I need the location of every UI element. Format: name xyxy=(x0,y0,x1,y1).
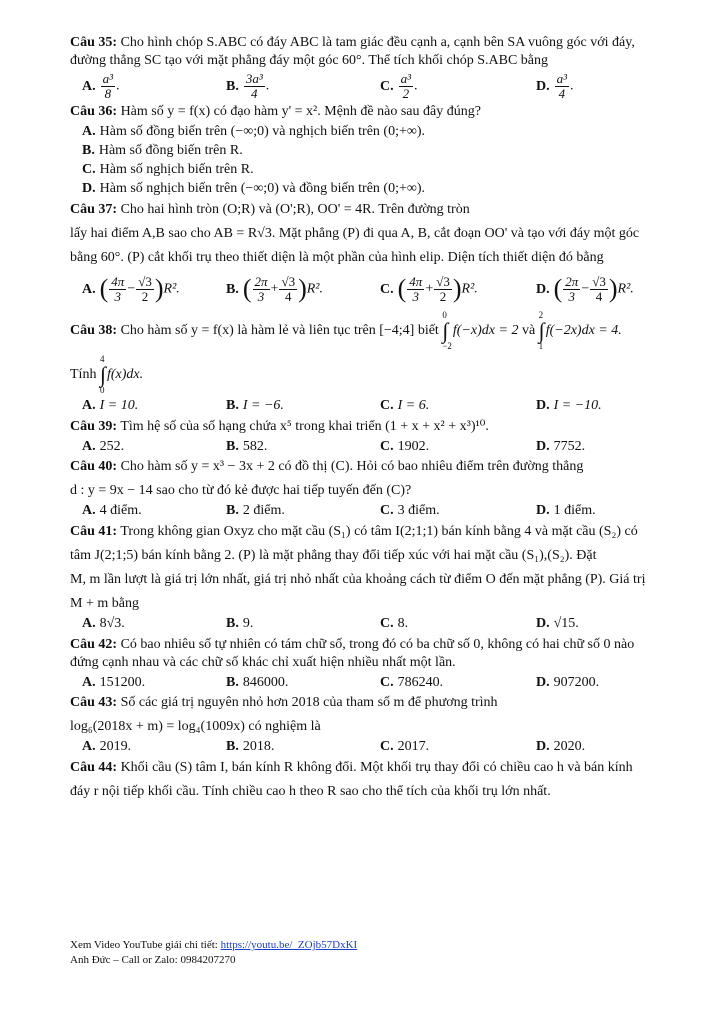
option-a[interactable]: A. Hàm số đồng biến trên (−∞;0) và nghịch biến trên (0;+∞). xyxy=(82,123,426,139)
question-number: Câu 42: xyxy=(70,636,118,652)
question-text: Có bao nhiêu số tự nhiên có tám chữ số, trong đó có ba chữ số 0, không có hai chữ số 0 nào xyxy=(120,636,635,652)
answer-options xyxy=(82,438,690,456)
question-text: M, m lần lượt là giá trị lớn nhất, giá trị nhỏ nhất của khoảng cách từ điểm O đến mặt phẳng (P). Giá trị xyxy=(70,571,646,587)
option-a[interactable]: A. 252. xyxy=(82,438,125,454)
option-c[interactable]: C. I = 6. xyxy=(380,398,430,414)
option-d[interactable]: D. 7752. xyxy=(536,438,586,454)
integral-sign: ∫ xyxy=(442,318,449,344)
answer-options xyxy=(82,674,690,692)
question-35 xyxy=(70,34,690,101)
youtube-link[interactable]: https://youtu.be/_ZOjb57DxKI xyxy=(220,939,358,951)
option-a[interactable]: A. ( $\frac{4\pi}{3}$ − $\frac{√3}{2}$ )R². xyxy=(82,274,180,304)
question-text: bằng 60°. (P) cắt khối trụ theo thiết diện là một phần của hình elip. Diện tích thiết diện đó bằng xyxy=(70,249,604,265)
question-41 xyxy=(70,523,690,634)
question-number: Câu 44: xyxy=(70,759,118,775)
question-42 xyxy=(70,636,690,693)
option-b[interactable]: B. 2 điểm. xyxy=(226,503,285,519)
integral-sign: ∫ xyxy=(99,362,106,388)
option-a[interactable]: A. 8√3. xyxy=(82,616,125,632)
option-b[interactable]: B. ( $\frac{2\pi}{3}$ + $\frac{√3}{4}$ )R². xyxy=(226,274,323,304)
question-number: Câu 36: xyxy=(70,103,118,119)
question-44 xyxy=(70,759,690,801)
option-d[interactable]: D. 1 điểm. xyxy=(536,503,596,519)
question-text: log₆(2018x + m) = log₄(1009x) có nghiệm là xyxy=(70,719,321,735)
option-b[interactable]: B. 582. xyxy=(226,438,268,454)
exam-page xyxy=(70,34,690,801)
option-a[interactable]: A. I = 10. xyxy=(82,398,139,414)
option-d[interactable]: D. √15. xyxy=(536,616,579,632)
option-b[interactable]: B. I = −6. xyxy=(226,398,284,414)
footer-video-label: Xem Video YouTube giải chi tiết: xyxy=(70,939,221,951)
question-text: Cho hai hình tròn (O;R) và (O';R), OO' = 4R. Trên đường tròn xyxy=(120,201,470,217)
question-36 xyxy=(70,103,690,199)
question-text: lấy hai điểm A,B sao cho AB = R√3. Mặt phẳng (P) đi qua A, B, cắt đoạn OO' và tạo với đáy một góc xyxy=(70,225,640,241)
option-b[interactable]: B. $\frac{\text{3a³}}{4}$ . xyxy=(226,71,270,102)
question-38: Câu 38: Cho hàm số y = f(x) là hàm lẻ và liên tục trên [−4;4] biết 0 ∫ −2 f(−x)dx = 2 và 2 ∫ 1 f(−2x)dx = 4. Tính 4 ∫ 0 f(x)dx. A. I = 10. B. I = −6. C. I = 6. D. I = −10. xyxy=(70,311,690,415)
question-text: Cho hàm số y = f(x) là hàm lẻ và liên tục trên [−4;4] biết xyxy=(120,323,439,339)
answer-options xyxy=(82,397,690,415)
answer-options xyxy=(82,738,690,756)
answer-options xyxy=(82,123,690,199)
answer-options xyxy=(82,72,690,100)
question-text: d : y = 9x − 14 sao cho từ đó kẻ được hai tiếp tuyến đến (C)? xyxy=(70,483,412,499)
option-c[interactable]: C. Hàm số nghịch biến trên R. xyxy=(82,162,254,178)
option-d[interactable]: D. ( $\frac{2\pi}{3}$ − $\frac{√3}{4}$ )R². xyxy=(536,274,634,304)
question-text: Hàm số y = f(x) có đạo hàm y' = x². Mệnh đề nào sau đây đúng? xyxy=(120,103,481,119)
question-number: Câu 40: xyxy=(70,459,118,474)
question-number: Câu 43: xyxy=(70,695,118,711)
question-39 xyxy=(70,418,690,456)
option-a[interactable]: A. 4 điểm. xyxy=(82,503,142,519)
question-number: Câu 35: xyxy=(70,35,118,50)
answer-options xyxy=(82,615,690,633)
question-text: Cho hình chóp S.ABC có đáy ABC là tam giác đều cạnh a, cạnh bên SA vuông góc với đáy, xyxy=(120,35,635,50)
option-b[interactable]: B. Hàm số đồng biến trên R. xyxy=(82,143,243,159)
option-c[interactable]: C. $\frac{\text{a³}}{2}$ . xyxy=(380,71,418,102)
footer-contact: Anh Đức – Call or Zalo: 0984207270 xyxy=(70,953,236,966)
option-c[interactable]: C. 1902. xyxy=(380,438,430,454)
question-text: M + m bằng xyxy=(70,596,139,612)
question-text: Trong không gian Oxyz cho mặt cầu (S₁) có tâm I(2;1;1) bán kính bằng 4 và mặt cầu (S₂) có xyxy=(120,523,638,539)
question-text: đứng cạnh nhau và các chữ số khác chỉ xuất hiện nhiều nhất một lần. xyxy=(70,654,456,670)
answer-options xyxy=(82,502,690,520)
answer-options xyxy=(82,275,690,303)
question-number: Câu 38: xyxy=(70,323,118,339)
question-text: Số các giá trị nguyên nhỏ hơn 2018 của tham số m để phương trình xyxy=(120,695,498,711)
option-c[interactable]: C. ( $\frac{4\pi}{3}$ + $\frac{√3}{2}$ )R². xyxy=(380,274,478,304)
page-footer xyxy=(70,938,357,968)
option-d[interactable]: D. 2020. xyxy=(536,739,586,755)
integral-sign: ∫ xyxy=(538,318,545,344)
option-a[interactable]: A. 2019. xyxy=(82,739,132,755)
question-37 xyxy=(70,201,690,304)
option-b[interactable]: B. 2018. xyxy=(226,739,275,755)
question-text: Khối cầu (S) tâm I, bán kính R không đổi. Một khối trụ thay đổi có chiều cao h và bán kính xyxy=(120,759,633,775)
question-number: Câu 37: xyxy=(70,201,118,217)
question-text: Tìm hệ số của số hạng chứa x⁵ trong khai triển (1 + x + x² + x³)¹⁰. xyxy=(120,418,489,434)
question-text: đường thẳng SC tạo với mặt phẳng đáy một góc 60°. Thể tích khối chóp S.ABC bằng xyxy=(70,53,549,69)
question-text: đáy r nội tiếp khối cầu. Tính chiều cao h theo R sao cho thể tích của khối trụ lớn nhất. xyxy=(70,783,551,799)
question-number: Câu 39: xyxy=(70,418,118,434)
question-text: Cho hàm số y = x³ − 3x + 2 có đồ thị (C). Hỏi có bao nhiêu điểm trên đường thẳng xyxy=(120,459,584,474)
question-40 xyxy=(70,458,690,521)
option-b[interactable]: B. 846000. xyxy=(226,674,289,690)
option-d[interactable]: D. I = −10. xyxy=(536,398,602,414)
option-d[interactable]: D. 907200. xyxy=(536,674,600,690)
question-text: tâm J(2;1;5) bán kính bằng 2. (P) là mặt phẳng thay đổi tiếp xúc với hai mặt cầu (S₁),(S₂). Đặt xyxy=(70,547,597,563)
option-a[interactable]: A. 151200. xyxy=(82,674,146,690)
option-d[interactable]: D. $\frac{\text{a³}}{4}$ . xyxy=(536,71,574,102)
option-c[interactable]: C. 8. xyxy=(380,616,409,632)
option-b[interactable]: B. 9. xyxy=(226,616,254,632)
question-43 xyxy=(70,694,690,757)
option-c[interactable]: C. 786240. xyxy=(380,674,444,690)
option-c[interactable]: C. 2017. xyxy=(380,739,430,755)
option-a[interactable]: A. $\frac{\text{a³}}{8}$ . xyxy=(82,71,120,102)
question-number: Câu 41: xyxy=(70,523,118,539)
option-d[interactable]: D. Hàm số nghịch biến trên (−∞;0) và đồng biến trên (0;+∞). xyxy=(82,181,426,197)
option-c[interactable]: C. 3 điểm. xyxy=(380,503,440,519)
